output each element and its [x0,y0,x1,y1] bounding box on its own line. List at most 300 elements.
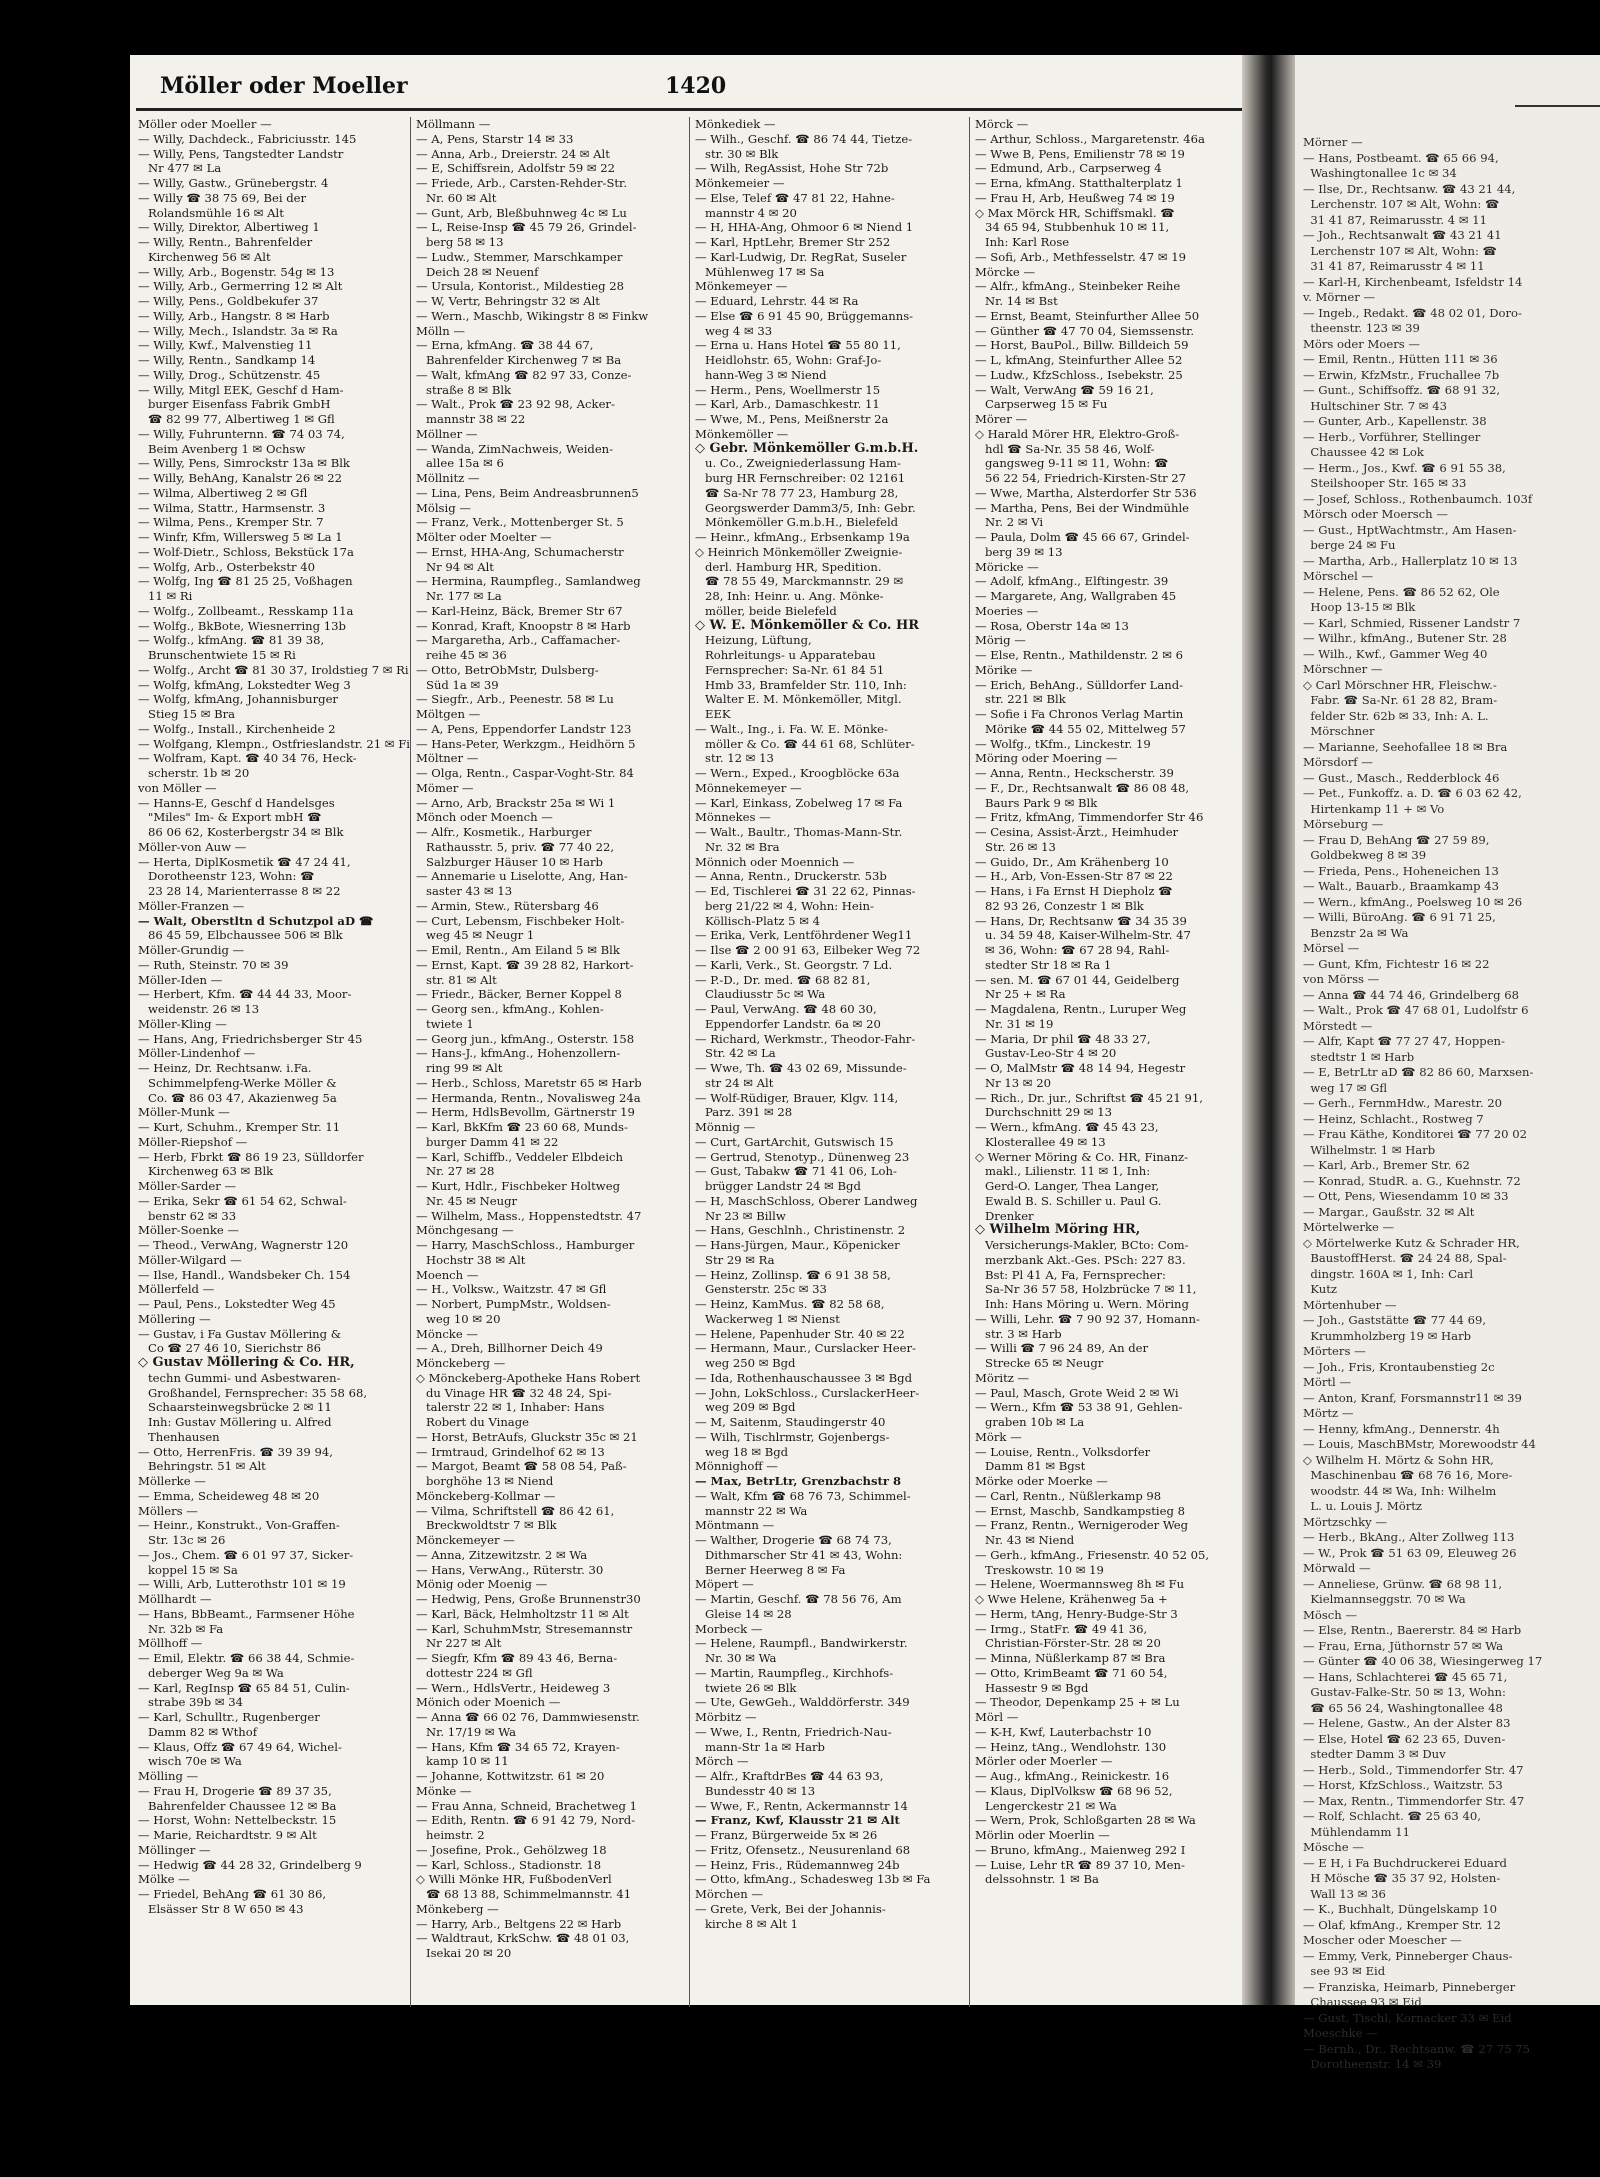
directory-entry-line: — Otto, HerrenFris. ☎ 39 39 94, [138,1444,333,1459]
facing-entry-line: — Josef, Schloss., Rothenbaumch. 103f [1303,491,1533,506]
directory-entry-line: — Anna, Arb., Dreierstr. 24 ✉ Alt [416,146,610,161]
directory-entry-line: 82 93 26, Conzestr 1 ✉ Blk [985,898,1144,913]
directory-entry-line: — Max, BetrLtr, Grenzbachstr 8 [695,1474,902,1488]
facing-entry-line: — Gust, Tischl, Kornacker 33 ✉ Eid [1303,2010,1512,2025]
directory-column-1 [138,117,410,1917]
directory-entry-line: — Ed, Tischlerei ☎ 31 22 62, Pinnas- [695,884,916,898]
facing-entry-line: — Karl, Arb., Bremer Str. 62 [1303,1158,1470,1172]
facing-entry-line: Dorotheenstr. 14 ✉ 39 [1303,2057,1442,2071]
directory-entry-line: — Walt., Prok ☎ 23 92 98, Acker- [416,397,615,412]
directory-entry-line: — A, Pens, Eppendorfer Landstr 123 [416,721,632,736]
directory-entry-line: — Annemarie u Liselotte, Ang, Han- [416,869,628,884]
directory-entry-line: — Wilma, Albertiweg 2 ✉ Gfl [138,485,308,500]
directory-entry-line: — Ruth, Steinstr. 70 ✉ 39 [138,957,289,972]
facing-entry-line: — Konrad, StudR. a. G., Kuehnstr. 72 [1303,1173,1521,1188]
facing-entry-line: ◇ Mörtelwerke Kutz & Schrader HR, [1303,1235,1520,1250]
facing-entry-line: stedter Damm 3 ✉ Duv [1303,1747,1446,1761]
directory-entry-line: — Helene, Woermannsweg 8h ✉ Fu [975,1577,1185,1592]
directory-entry-line: Mörk — [975,1429,1022,1444]
facing-entry-line: stedtstr 1 ✉ Harb [1303,1049,1415,1064]
facing-entry-line: von Mörss — [1303,972,1380,986]
directory-entry-line: Kirchenweg 56 ✉ Alt [148,249,271,264]
directory-entry-line: — Bruno, kfmAng., Maienweg 292 I [975,1842,1186,1857]
directory-entry-line: ◇ Werner Möring & Co. HR, Finanz- [975,1149,1189,1164]
directory-entry-line: Nr. 14 ✉ Bst [985,294,1058,308]
facing-entry-line: — Joh., Rechtsanwalt ☎ 43 21 41 [1303,228,1502,242]
facing-entry-line: berge 24 ✉ Fu [1303,538,1396,552]
directory-entry-line: möller, beide Bielefeld [705,603,837,618]
facing-entry-line: woodstr. 44 ✉ Wa, Inh: Wilhelm [1303,1483,1497,1498]
directory-entry-line: str. 3 ✉ Harb [985,1326,1062,1341]
directory-entry-line: Mönkemöller G.m.b.H., Bielefeld [705,515,899,530]
directory-entry-line: — Willy, Gastw., Grünebergstr. 4 [138,176,329,190]
directory-entry-line: Mölsig — [416,500,471,515]
directory-entry-line: Möller-Franzen — [138,898,245,913]
directory-entry-line: Bundesstr 40 ✉ 13 [705,1783,816,1798]
facing-entry-line: Mösche — [1303,1840,1364,1854]
directory-entry-line: — Willi, Lehr. ☎ 7 90 92 37, Homann- [975,1311,1200,1326]
directory-entry-line: — Louise, Rentn., Volksdorfer [975,1444,1151,1459]
facing-entry-line: Mörsdorf — [1303,755,1373,769]
directory-entry-line: Bahrenfelder Kirchenweg 7 ✉ Ba [426,353,622,367]
directory-entry-line: — Wolfg, kfmAng, Lokstedter Weg 3 [138,677,351,692]
directory-entry-line: — P.-D., Dr. med. ☎ 68 82 81, [695,972,871,987]
directory-entry-line: kirche 8 ✉ Alt 1 [705,1916,799,1931]
directory-entry-line: — Ludw., KfzSchloss., Isebekstr. 25 [975,367,1183,382]
directory-entry-line: — Eduard, Lehrstr. 44 ✉ Ra [695,294,859,308]
directory-entry-line: — K-H, Kwf, Lauterbachstr 10 [975,1724,1152,1739]
directory-entry-line: — Emil, Rentn., Am Eiland 5 ✉ Blk [416,943,620,957]
directory-entry-line: — Walt, kfmAng ☎ 82 97 33, Conze- [416,367,632,382]
directory-entry-line: Damm 81 ✉ Bgst [985,1459,1086,1474]
facing-entry-line: — Anneliese, Grünw. ☎ 68 98 11, [1303,1576,1503,1591]
directory-entry-line: — Lina, Pens, Beim Andreasbrunnen5 [416,485,639,500]
directory-entry-line: Mönchgesang — [416,1223,514,1238]
directory-entry-line: — Willy, Fuhrunternn. ☎ 74 03 74, [138,426,345,441]
directory-entry-line: weidenstr. 26 ✉ 13 [148,1002,260,1016]
directory-entry-line: — Hans, BbBeamt., Farmsener Höhe [138,1606,355,1621]
directory-entry-line: — Ernst, HHA-Ang, Schumacherstr [416,544,624,559]
directory-entry-line: 23 28 14, Marienterrasse 8 ✉ 22 [148,884,341,898]
directory-entry-line: Möntmann — [695,1518,775,1533]
directory-entry-line: — Friede, Arb., Carsten-Rehder-Str. [416,176,628,190]
directory-entry-line: Nr. 2 ✉ Vi [985,515,1044,530]
directory-entry-line: ◇ Gebr. Mönkemöller G.m.b.H. [695,440,919,456]
directory-entry-line: — Konrad, Kraft, Knoopstr 8 ✉ Harb [416,618,631,633]
directory-entry-line: — Gustav, i Fa Gustav Möllering & [138,1326,342,1341]
header-rule [136,108,1242,111]
directory-entry-line: — Friedr., Bäcker, Berner Koppel 8 [416,987,622,1002]
directory-entry-line: Christian-Förster-Str. 28 ✉ 20 [985,1636,1161,1651]
facing-entry-line: Mörschner — [1303,662,1383,676]
directory-entry-line: weg 18 ✉ Bgd [705,1444,789,1459]
directory-entry-line: makl., Lilienstr. 11 ✉ 1, Inh: [985,1164,1151,1179]
directory-entry-line: Mömer — [416,780,474,795]
directory-entry-line: — Karl, BkKfm ☎ 23 60 68, Munds- [416,1120,628,1134]
facing-entry-line: Gustav-Falke-Str. 50 ✉ 13, Wohn: [1303,1685,1506,1699]
directory-entry-line: Mörike — [975,662,1033,677]
facing-entry-line: — Margar., Gaußstr. 32 ✉ Alt [1303,1204,1475,1219]
facing-entry-line: — Joh., Fris, Krontaubenstieg 2c [1303,1359,1495,1374]
directory-entry-line: — Margaretha, Arb., Caffamacher- [416,633,621,648]
directory-entry-line: Baurs Park 9 ✉ Blk [985,795,1098,810]
directory-entry-line: — Karl, Schulltr., Rugenberger [138,1710,320,1724]
facing-entry-line: felder Str. 62b ✉ 33, Inh: A. L. [1303,708,1489,723]
directory-entry-line: — Vilma, Schriftstell ☎ 86 42 61, [416,1503,615,1518]
facing-entry-line: Goldbekweg 8 ✉ 39 [1303,848,1427,862]
facing-entry-line: Chaussee 42 ✉ Lok [1303,445,1424,459]
directory-entry-line: — Emma, Scheideweg 48 ✉ 20 [138,1488,320,1503]
directory-entry-line: Inh: Gustav Möllering u. Alfred [148,1415,332,1429]
directory-entry-line: Möller-Lindenhof — [138,1046,256,1061]
facing-entry-line: Hoop 13-15 ✉ Blk [1303,600,1416,614]
directory-entry-line: — Gertrud, Stenotyp., Dünenweg 23 [695,1149,910,1164]
directory-entry-line: ◇ Gustav Möllering & Co. HR, [138,1355,355,1370]
facing-entry-line: ◇ Wilhelm H. Mörtz & Sohn HR, [1303,1452,1494,1467]
directory-entry-line: — A., Dreh, Billhorner Deich 49 [416,1341,603,1356]
facing-entry-line: — Emil, Rentn., Hütten 111 ✉ 36 [1303,352,1498,366]
directory-entry-line: Stieg 15 ✉ Bra [148,707,236,721]
directory-entry-line: — Johanne, Kottwitzstr. 61 ✉ 20 [416,1769,605,1783]
directory-entry-line: — Hermanda, Rentn., Novalisweg 24a [416,1090,641,1105]
directory-entry-line: reihe 45 ✉ 36 [426,648,507,662]
directory-entry-line: — Franz, Kwf, Klausstr 21 ✉ Alt [695,1813,900,1828]
directory-entry-line: — Georg jun., kfmAng., Osterstr. 158 [416,1031,635,1046]
directory-entry-line: — Wolfg., Archt ☎ 81 30 37, Iroldstieg 7 ✉ Ri [138,662,409,677]
directory-entry-line: weg 10 ✉ 20 [426,1311,501,1326]
directory-entry-line: strabe 39b ✉ 34 [148,1695,244,1710]
facing-entry-line: Maschinenbau ☎ 68 76 16, More- [1303,1468,1513,1482]
directory-entry-line: Möllerke — [138,1474,206,1488]
directory-entry-line: — H., Arb, Von-Essen-Str 87 ✉ 22 [975,869,1173,884]
directory-entry-line: — Rich., Dr. jur., Schriftst ☎ 45 21 91, [975,1090,1203,1105]
directory-entry-line: dottestr 224 ✉ Gfl [426,1665,533,1680]
directory-entry-line: Thenhausen [148,1429,220,1444]
directory-entry-line: — Alfr., kfmAng., Steinbeker Reihe [975,279,1181,294]
facing-entry-line: — E, BetrLtr aD ☎ 82 86 60, Marxsen- [1303,1065,1534,1079]
directory-entry-line: 86 06 62, Kosterbergstr 34 ✉ Blk [148,825,344,839]
directory-entry-line: EEK [705,707,731,721]
directory-entry-line: str 24 ✉ Alt [705,1075,774,1090]
facing-entry-line: Benzstr 2a ✉ Wa [1303,925,1409,940]
directory-entry-line: — Willy ☎ 38 75 69, Bei der [138,190,307,205]
directory-entry-line: — Horst, Wohn: Nettelbeckstr. 15 [138,1813,337,1828]
directory-entry-line: Möricke — [975,559,1039,574]
directory-entry-line: weg 4 ✉ 33 [705,323,773,338]
directory-entry-line: u. 34 59 48, Kaiser-Wilhelm-Str. 47 [985,928,1191,943]
directory-entry-line: — Franz, Bürgerweide 5x ✉ 26 [695,1828,878,1842]
directory-entry-line: — Erika, Sekr ☎ 61 54 62, Schwal- [138,1193,347,1208]
directory-entry-line: Mönnich oder Moennich — [695,854,855,869]
facing-entry-line: Mörwald — [1303,1561,1371,1575]
directory-entry-line: — Willy, Kwf., Malvenstieg 11 [138,338,313,353]
directory-entry-line: — Fritz, Ofensetz., Neusurenland 68 [695,1842,911,1857]
facing-entry-line: Mörtzschky — [1303,1514,1387,1529]
directory-entry-line: — Wern., kfmAng. ☎ 45 43 23, [975,1120,1159,1134]
directory-entry-line: — Sofie i Fa Chronos Verlag Martin [975,707,1184,721]
directory-entry-line: — Hedwig ☎ 44 28 32, Grindelberg 9 [138,1857,362,1872]
facing-entry-line: — Ingeb., Redakt. ☎ 48 02 01, Doro- [1303,305,1522,320]
directory-page [130,55,1242,2005]
directory-entry-line: — Wilhelm, Mass., Hoppenstedtstr. 47 [416,1208,642,1223]
facing-entry-line: — Max, Rentn., Timmendorfer Str. 47 [1303,1793,1525,1808]
directory-entry-line: — Gerh., kfmAng., Friesenstr. 40 52 05, [975,1547,1210,1562]
directory-entry-line: — Heinz, KamMus. ☎ 82 58 68, [695,1297,885,1311]
directory-entry-line: — Armin, Stew., Rütersbarg 46 [416,898,599,913]
directory-entry-line: mannstr 38 ✉ 22 [426,412,526,426]
directory-entry-line: — L, Reise-Insp ☎ 45 79 26, Grindel- [416,220,637,235]
directory-entry-line: — Wwe, F., Rentn, Ackermannstr 14 [695,1798,908,1813]
directory-entry-line: — Paul, Masch, Grote Weid 2 ✉ Wi [975,1385,1179,1400]
directory-entry-line: Mörcke — [975,264,1036,279]
facing-entry-line: 31 41 87, Reimarusstr. 4 ✉ 11 [1303,212,1487,227]
directory-entry-line: — Alfr., KraftdrBes ☎ 44 63 93, [695,1769,884,1783]
facing-entry-line: — E H, i Fa Buchdruckerei Eduard [1303,1855,1507,1870]
directory-entry-line: "Miles" Im- & Export mbH ☎ [148,810,322,825]
facing-entry-line: Moscher oder Moescher — [1303,1933,1462,1947]
directory-entry-line: Mönnighoff — [695,1459,778,1474]
facing-entry-line: — Hans, Schlachterei ☎ 45 65 71, [1303,1669,1508,1684]
facing-entry-line: — Gunt., Schiffsoffz. ☎ 68 91 32, [1303,383,1501,397]
page-number: 1420 [665,73,727,99]
directory-entry-line: wisch 70e ✉ Wa [148,1754,242,1769]
directory-entry-line: 34 65 94, Stubbenhuk 10 ✉ 11, [985,220,1170,235]
directory-entry-line: — Heinr., kfmAng., Erbsenkamp 19a [695,530,910,544]
directory-entry-line: — Ilse, Handl., Wandsbeker Ch. 154 [138,1267,351,1282]
facing-entry-line: Mörtl — [1303,1375,1352,1389]
directory-entry-line: — Magdalena, Rentn., Luruper Weg [975,1002,1187,1016]
directory-entry-line: Mönke — [416,1783,472,1798]
directory-entry-line: — Ursula, Kontorist., Mildestieg 28 [416,279,624,294]
directory-entry-line: Co. ☎ 86 03 47, Akazienweg 5a [148,1090,337,1105]
directory-entry-line: — Hans-Jürgen, Maur., Köpenicker [695,1238,900,1252]
directory-entry-line: berg 58 ✉ 13 [426,235,504,249]
directory-entry-line: weg 250 ✉ Bgd [705,1356,796,1370]
directory-entry-line: — Norbert, PumpMstr., Woldsen- [416,1297,611,1311]
directory-entry-line: ring 99 ✉ Alt [426,1061,503,1075]
directory-entry-line: Breckwoldtstr 7 ✉ Blk [426,1518,557,1533]
directory-entry-line: — Klaus, Offz ☎ 67 49 64, Wichel- [138,1739,342,1754]
directory-entry-line: — Wolf-Dietr., Schloss, Bekstück 17a [138,544,354,559]
directory-entry-line: u. Co., Zweigniederlassung Ham- [705,456,901,471]
facing-entry-line: — Gerh., FernmHdw., Marestr. 20 [1303,1096,1503,1110]
directory-entry-line: Inh: Hans Möring u. Wern. Möring [985,1297,1189,1311]
facing-entry-line: — Erwin, KfzMstr., Fruchallee 7b [1303,367,1500,382]
directory-entry-line: — Karl-Heinz, Bäck, Bremer Str 67 [416,603,623,618]
directory-entry-line: — Hans, Ang, Friedrichsberger Str 45 [138,1031,363,1046]
directory-entry-line: — O, MalMstr ☎ 48 14 94, Hegestr [975,1061,1186,1075]
directory-entry-line: Mörler oder Moerler — [975,1754,1113,1769]
facing-entry-line: Mörschel — [1303,569,1374,583]
directory-entry-line: burg HR Fernschreiber: 02 12161 [705,471,906,485]
directory-entry-line: — Walt., Baultr., Thomas-Mann-Str. [695,825,903,839]
directory-entry-line: Hmb 33, Bramfelder Str. 110, Inh: [705,677,907,692]
facing-entry-line: Wilhelmstr. 1 ✉ Harb [1303,1142,1436,1157]
directory-entry-line: Mönich oder Moenich — [416,1695,561,1710]
directory-entry-line: Möller-Soenke — [138,1223,240,1238]
facing-entry-line: Mörtenhuber — [1303,1297,1397,1312]
facing-entry-line: Moeschke — [1303,2026,1378,2040]
facing-entry-line: Mörsel — [1303,941,1360,955]
directory-entry-line: Klosterallee 49 ✉ 13 [985,1134,1106,1149]
directory-entry-line: berg 39 ✉ 13 [985,544,1063,559]
directory-entry-line: — Otto, kfmAng., Schadesweg 13b ✉ Fa [695,1872,931,1887]
directory-entry-line: saster 43 ✉ 13 [426,884,513,898]
directory-entry-line: — Karl, Schiffb., Veddeler Elbdeich [416,1149,624,1164]
directory-entry-line: — Fritz, kfmAng, Timmendorfer Str 46 [975,810,1204,825]
directory-entry-line: Eppendorfer Landstr. 6a ✉ 20 [705,1016,881,1031]
facing-entry-line: ◇ Carl Mörschner HR, Fleischw.- [1303,677,1497,692]
directory-entry-line: Nr 13 ✉ 20 [985,1075,1051,1090]
directory-entry-line: Mörke oder Moerke — [975,1474,1108,1488]
facing-entry-line: Kielmannseggstr. 70 ✉ Wa [1303,1592,1466,1606]
directory-entry-line: Mönkemöller — [695,426,789,441]
directory-entry-line: Mörck — [975,117,1029,131]
directory-entry-line: — Waldtraut, KrkSchw. ☎ 48 01 03, [416,1931,630,1946]
directory-entry-line: derl. Hamburg HR, Spedition. [705,559,882,574]
directory-entry-line: — Willy, Rentn., Bahrenfelder [138,235,313,249]
directory-entry-line: — Hanns-E, Geschf d Handelsges [138,795,335,810]
directory-entry-line: — Walt, VerwAng ☎ 59 16 21, [975,382,1154,397]
directory-entry-line: gangsweg 9-11 ✉ 11, Wohn: ☎ [985,456,1169,471]
facing-entry-line: — Else, Hotel ☎ 62 23 65, Duven- [1303,1731,1506,1746]
facing-entry-line: — Gunt, Kfm, Fichtestr 16 ✉ 22 [1303,956,1490,971]
directory-entry-line: Mörbitz — [695,1710,757,1724]
directory-entry-line: — Karl, HptLehr, Bremer Str 252 [695,235,891,249]
facing-entry-line: Mörsch oder Moersch — [1303,507,1448,521]
directory-entry-line: — Günther ☎ 47 70 04, Siemssenstr. [975,323,1195,338]
facing-entry-line: — Pet., Funkoffz. a. D. ☎ 6 03 62 42, [1303,786,1522,800]
directory-entry-line: Salzburger Häuser 10 ✉ Harb [426,854,603,869]
directory-entry-line: — Willy, Mitgl EEK, Geschf d Ham- [138,382,344,397]
directory-entry-line: Strecke 65 ✉ Neugr [985,1356,1104,1370]
directory-entry-line: Dithmarscher Str 41 ✉ 43, Wohn: [705,1547,903,1562]
directory-entry-line: — Karl, Arb., Damaschkestr. 11 [695,397,880,412]
directory-entry-line: — Erna u. Hans Hotel ☎ 55 80 11, [695,338,901,353]
directory-entry-line: — Else, Rentn., Mathildenstr. 2 ✉ 6 [975,648,1184,662]
facing-entry-line: — Gust., HptWachtmstr., Am Hasen- [1303,522,1517,537]
directory-entry-line: borghöhe 13 ✉ Niend [426,1474,554,1488]
directory-entry-line: — Wolfg, Arb., Osterbekstr 40 [138,559,315,574]
directory-entry-line: — Wolfg., BkBote, Wiesnerring 13b [138,618,346,633]
directory-entry-line: Möller-Wilgard — [138,1252,242,1267]
directory-entry-line: Str 29 ✉ Ra [705,1252,775,1267]
directory-entry-line: Mörl — [975,1710,1019,1724]
directory-entry-line: twiete 26 ✉ Blk [705,1680,797,1695]
directory-entry-line: — Franz, Rentn., Wernigeroder Weg [975,1518,1189,1533]
directory-entry-line: — Herbert, Kfm. ☎ 44 44 33, Moor- [138,987,352,1002]
directory-entry-line: — Horst, BauPol., Billw. Billdeich 59 [975,338,1189,353]
directory-entry-line: — Hans, i Fa Ernst H Diepholz ☎ [975,884,1173,898]
directory-entry-line: twiete 1 [426,1016,474,1031]
directory-entry-line: Parz. 391 ✉ 28 [705,1105,793,1120]
directory-entry-line: Mörer — [975,412,1028,426]
directory-entry-line: — Wolfg., Zollbeamt., Resskamp 11a [138,603,354,618]
directory-entry-line: Möllerfeld — [138,1282,215,1297]
directory-entry-line: — Ludw., Stemmer, Marschkamper [416,249,623,264]
directory-entry-line: Nr. 177 ✉ La [426,589,502,603]
directory-entry-line: Möllhoff — [138,1636,203,1651]
directory-entry-line: ☎ 78 55 49, Marckmannstr. 29 ✉ [705,574,904,589]
directory-entry-line: — Helene, Papenhuder Str. 40 ✉ 22 [695,1326,905,1341]
directory-entry-line: Dorotheenstr 123, Wohn: ☎ [148,869,315,884]
book-gutter [1242,55,1295,2005]
directory-entry-line: graben 10b ✉ La [985,1415,1085,1429]
directory-entry-line: — Erich, BehAng., Sülldorfer Land- [975,677,1184,692]
directory-entry-line: — Harry, Arb., Beltgens 22 ✉ Harb [416,1916,622,1931]
directory-entry-line: Versicherungs-Makler, BCto: Com- [985,1238,1189,1252]
directory-entry-line: du Vinage HR ☎ 32 48 24, Spi- [426,1385,612,1400]
directory-entry-line: — Walt., Ing., i. Fa. W. E. Mönke- [695,721,888,736]
directory-entry-line: ◇ Harald Mörer HR, Elektro-Groß- [975,426,1180,441]
directory-entry-line: str. 81 ✉ Alt [426,972,497,987]
directory-entry-line: — Guido, Dr., Am Krähenberg 10 [975,854,1169,869]
facing-entry-line: ☎ 65 56 24, Washingtonallee 48 [1303,1700,1503,1715]
directory-entry-line: ◇ W. E. Mönkemöller & Co. HR [695,617,920,633]
facing-entry-line: — Horst, KfzSchloss., Waitzstr. 53 [1303,1778,1503,1792]
directory-entry-line: — Hans, Dr, Rechtsanw ☎ 34 35 39 [975,913,1187,928]
directory-entry-line: — Heinz, Dr. Rechtsanw. i.Fa. [138,1061,312,1075]
directory-entry-line: — Willy, Dachdeck., Fabriciusstr. 145 [138,131,357,146]
directory-entry-line: — Willy, Arb., Germerring 12 ✉ Alt [138,279,343,294]
directory-entry-line: Mönkediek — [695,117,776,131]
directory-entry-line: — Josefine, Prok., Gehölzweg 18 [416,1842,607,1857]
directory-entry-line: Möllinger — [138,1842,211,1857]
directory-entry-line: Inh: Karl Rose [985,235,1070,249]
facing-entry-line: — Anton, Kranf, Forsmannstr11 ✉ 39 [1303,1390,1522,1405]
directory-entry-line: Schimmelpfeng-Werke Möller & [148,1075,337,1090]
directory-entry-line: Mölling — [138,1769,199,1783]
directory-entry-line: Möritz — [975,1370,1030,1385]
directory-entry-line: Mörchen — [695,1887,763,1901]
directory-entry-line: Nr 25 + ✉ Ra [985,987,1066,1002]
directory-entry-line: Isekai 20 ✉ 20 [426,1946,512,1960]
facing-entry-line: Lerchenstr. 107 ✉ Alt, Wohn: ☎ [1303,197,1500,211]
directory-entry-line: — Margarete, Ang, Wallgraben 45 [975,589,1177,603]
directory-entry-line: möller & Co. ☎ 44 61 68, Schlüter- [705,736,915,751]
directory-entry-line: — Hedwig, Pens, Große Brunnenstr30 [416,1592,641,1606]
directory-entry-line: ☎ Sa-Nr 78 77 23, Hamburg 28, [705,485,899,500]
directory-entry-line: Möller-Sarder — [138,1179,237,1193]
directory-entry-line: — Herm., Pens, Woellmerstr 15 [695,382,881,397]
directory-entry-line: — Walt, Oberstltn d Schutzpol aD ☎ [138,913,374,928]
directory-entry-line: Walter E. M. Mönkemöller, Mitgl. [705,692,902,707]
directory-entry-line: Mönckeberg — [416,1356,506,1370]
facing-entry-line: — Wilh., Kwf., Gammer Weg 40 [1303,646,1488,661]
facing-entry-line: — Frau D, BehAng ☎ 27 59 89, [1303,832,1490,847]
directory-entry-line: — A, Pens, Starstr 14 ✉ 33 [416,131,574,146]
directory-entry-line: Möller oder Moeller — [138,117,272,131]
directory-entry-line: — Theodor, Depenkamp 25 + ✉ Lu [975,1695,1180,1710]
directory-entry-line: Möller-Riepshof — [138,1134,248,1149]
facing-entry-line: Mösch — [1303,1607,1358,1622]
directory-entry-line: Möpert — [695,1577,754,1592]
directory-entry-line: Heidlohstr. 65, Wohn: Graf-Jo- [705,353,882,367]
directory-entry-line: — Anna, Zitzewitzstr. 2 ✉ Wa [416,1547,588,1562]
facing-entry-line: — Frau Käthe, Konditorei ☎ 77 20 02 [1303,1127,1527,1141]
directory-entry-line: Wackerweg 1 ✉ Nienst [705,1311,840,1326]
directory-entry-line: Süd 1a ✉ 39 [426,677,499,692]
facing-entry-line: H Mösche ☎ 35 37 92, Holsten- [1303,1871,1501,1885]
directory-entry-line: — Frau H, Drogerie ☎ 89 37 35, [138,1783,332,1798]
directory-entry-line: Carpserweg 15 ✉ Fu [985,397,1108,412]
directory-entry-line: delssohnstr. 1 ✉ Ba [985,1872,1099,1887]
directory-entry-line: — Wwe, Martha, Alsterdorfer Str 536 [975,485,1197,500]
directory-entry-line: Ewald B. S. Schiller u. Paul G. [985,1193,1162,1208]
directory-entry-line: talerstr 22 ✉ 1, Inhaber: Hans [426,1400,605,1415]
directory-entry-line: Nr. 17/19 ✉ Wa [426,1724,517,1739]
directory-entry-line: techn Gummi- und Asbestwaren- [148,1370,341,1385]
